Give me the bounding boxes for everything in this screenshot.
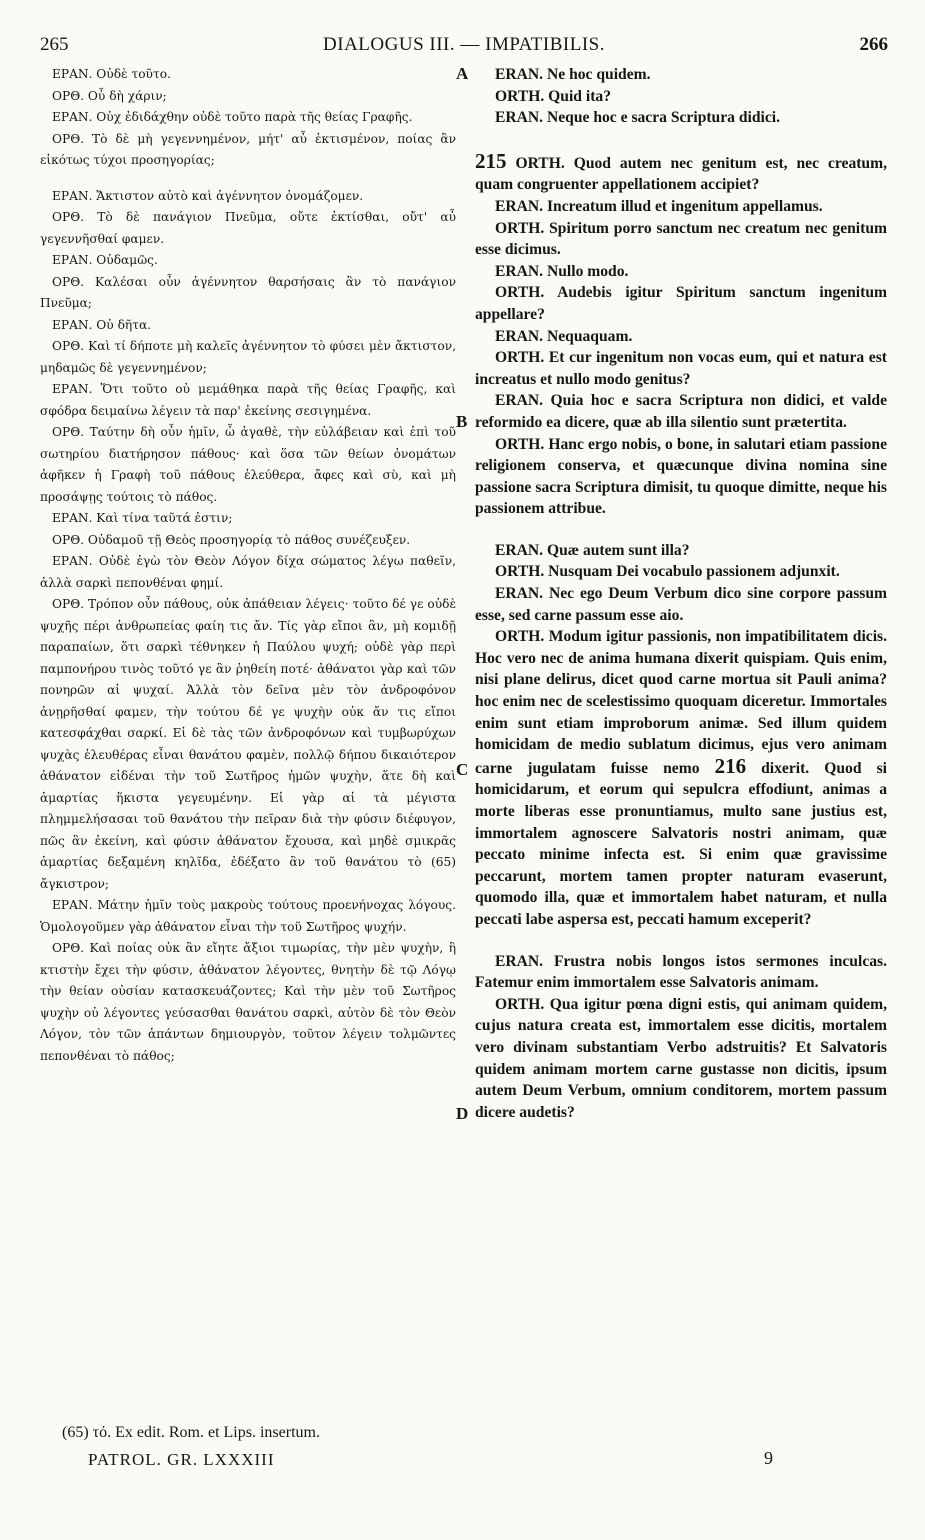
latin-paragraph: ERAN. Nec ego Deum Verbum dico sine corpore passum esse, sed carne passum esse aio. [475, 585, 887, 624]
greek-paragraph: ΕΡΑΝ. Ὅτι τοῦτο οὐ μεμάθηκα παρὰ τῆς θείας Γραφῆς, καὶ σφόδρα δειμαίνω λέγειν τὰ παρ' ἐκείνης σεσιγημένα. [40, 382, 456, 418]
latin-paragraph: ORTH. Nusquam Dei vocabulo passionem adjunxit. [495, 563, 840, 581]
latin-paragraph: ERAN. Nullo modo. [495, 262, 629, 280]
latin-paragraph: 215 ORTH. Quod autem nec genitum est, nec creatum, quam congruenter appellationem accipiet? [475, 148, 887, 194]
latin-paragraph: ERAN. Quæ autem sunt illa? [495, 541, 690, 559]
latin-paragraph: ORTH. Quid ita? [495, 87, 611, 105]
latin-column [475, 64, 887, 1123]
greek-paragraph: ΟΡΘ. Ταύτην δὴ οὖν ἡμῖν, ὦ ἀγαθὲ, τὴν εὐλάβειαν καὶ ἐπὶ τοῦ σωτηρίου διατήρησον πάθους· καὶ ὅσα τῶν θείων ὀνομάτων ἀφῆκεν ἡ Γραφὴ τοῦ πάθους ἐλεύθερα, ἄφες καὶ σὺ, καὶ μὴ προσάψῃς τούτοις τὸ πάθος. [40, 425, 456, 504]
latin-paragraph: ERAN. Neque hoc e sacra Scriptura didici. [495, 109, 781, 127]
greek-paragraph: ΕΡΑΝ. Οὐδαμῶς. [52, 253, 158, 267]
column-number-215: 215 [475, 148, 507, 173]
footer-sheet-number: 9 [764, 1448, 773, 1468]
greek-paragraph: ΟΡΘ. Τὸ δὲ πανάγιον Πνεῦμα, οὔτε ἐκτίσθαι, οὔτ' αὖ γεγεννῆσθαί φαμεν. [40, 210, 456, 246]
greek-paragraph: ΟΡΘ. Οὐδαμοῦ τῇ Θεὸς προσηγορίᾳ τὸ πάθος συνέζευξεν. [52, 532, 411, 547]
latin-paragraph: ERAN. Quia hoc e sacra Scriptura non didici, et valde reformido ea dicere, quæ ab illa silentio sunt prætertita. [475, 392, 887, 431]
latin-paragraph: ORTH. Modum igitur passionis, non impatibilitatem dicis. Hoc vero nec de anima humana dixerit quispiam. Quis enim, nisi plane delirus, dicet quod carne mortua sit Pauli anima? hoc enim nec de scelestissimo quoquam diceretur. Immortales enim sunt etiam improborum animæ. Sed illum quidem homicidam de medio sublatum dicimus, ejus vero animam carne jugulatam fuisse nemo 216 dixerit. Quod si homicidarum, et eorum qui sepulcra effodiunt, animas a morte liberas esse pronuntiamus, multo sane justius est, immortalem agnoscere Salvatoris nostri animam, quæ peccato minime infecta est. Si enim quæ gravissime peccarunt, mortem tamen propter naturam evaserunt, quomodo illa, quæ et immortalem habet naturam, et nulla peccati labe aspersa est, peccati hamum exceperit? [475, 628, 887, 928]
footnote: (65) τό. Ex edit. Rom. et Lips. insertum. [62, 1424, 320, 1441]
greek-paragraph: ΕΡΑΝ. Καὶ τίνα ταῦτά ἐστιν; [52, 511, 233, 525]
column-number-216: 216 [714, 753, 747, 778]
greek-paragraph: ΟΡΘ. Καὶ τί δήποτε μὴ καλεῖς ἀγέννητον τὸ φύσει μὲν ἄκτιστον, μηδαμῶς δὲ γεγεννημένον; [40, 339, 456, 375]
greek-paragraph: ΟΡΘ. Καὶ ποίας οὐκ ἂν εἴητε ἄξιοι τιμωρίας, τὴν μὲν ψυχὴν, ἣ κτιστὴν ἔχει τὴν φύσιν, ἀθάνατον λέγοντες, θνητὴν δὲ τῷ Λόγῳ τὴν θείαν οὐσίαν κατασκευάζοντες; Καὶ τὴν μὲν τοῦ Σωτῆρος ψυχὴν οὐ λέγοντες γεύσασθαι θανάτου σαρκὶ, αὐτὸν δὲ τὸν Θεὸν Λόγον, τὸν τῶν ἁπάντων δημιουργὸν, τοῦτον λέγειν τολμῶντες πεπονθέναι τὸ πάθος; [40, 941, 456, 1063]
latin-paragraph: ORTH. Spiritum porro sanctum nec creatum nec genitum esse dicimus. [475, 219, 887, 259]
greek-paragraph: ΟΡΘ. Καλέσαι οὖν ἀγέννητον θαρσήσαις ἂν τὸ πανάγιον Πνεῦμα; [40, 274, 456, 310]
greek-paragraph: ΕΡΑΝ. Μάτην ἡμῖν τοὺς μακροὺς τούτους προενήνοχας λόγους. Ὁμολογοῦμεν γὰρ ἀθάνατον εἶναι τὴν τοῦ Σωτῆρος ψυχήν. [40, 898, 456, 934]
greek-paragraph: ΕΡΑΝ. Οὐχ ἐδιδάχθην οὐδὲ τοῦτο παρὰ τῆς θείας Γραφῆς. [52, 110, 413, 124]
margin-letter-d: D [456, 1104, 469, 1123]
latin-paragraph: ERAN. Nequaquam. [495, 327, 633, 345]
page-number-left: 265 [40, 34, 69, 55]
greek-column [40, 64, 456, 1067]
page-number-right: 266 [859, 34, 888, 55]
greek-paragraph: ΟΡΘ. Τρόπον οὖν πάθους, οὐκ ἀπάθειαν λέγεις· τοῦτο δέ γε οὐδὲ ψυχῆς πέρι ἀνθρωπείας φαίη τις ἄν. Τίς γὰρ εἴποι ἂν, μὴ κομιδῇ παραπαίων, ὅτι σαρκὶ τέθνηκεν ἡ Παύλου ψυχή; οὐδὲ γὰρ περὶ παμπονήρου τινὸς τοῦτό γε ἂν ῥηθείη ποτέ· ἀθάνατοι γὰρ καὶ τῶν πονηρῶν αἱ ψυχαί. Ἀλλὰ τὸν δεῖνα μὲν τὸν ἀνδροφόνον ἀνῃρῆσθαί φαμεν, τὴν τούτου δέ γε ψυχὴν οὐκ ἄν τις εἴποι κατεσφάχθαι σαρκί. Εἰ δὲ τὰς τῶν ἀνδροφόνων καὶ τυμβωρύχων ψυχὰς ἐλευθέρας εἶναι θανάτου φαμὲν, πολλῷ δήπου δικαιότερον ἀθάνατον εἰδέναι τὴν τοῦ Σωτῆρος ἡμῶν ψυχὴν, ἅτε δὴ καὶ ἁμαρτίας ἥκιστα γεγευμένην. Εἰ γὰρ αἱ τὰ μέγιστα πλημμελήσασαι τοῦ θανάτου τὴν πεῖραν διὰ τὴν φύσιν διέφυγον, πῶς ἂν ἐκείνη, καὶ φύσιν ἀθάνατον ἔχουσα, καὶ μηδὲ σμικρᾶς ἁμαρτίας δεξαμένη κηλῖδα, ἐδέξατο ἂν τοῦ θανάτου τὸ (65) ἄγκιστρον; [40, 597, 456, 891]
greek-paragraph: ΟΡΘ. Οὗ δὴ χάριν; [52, 88, 167, 103]
greek-paragraph: ΕΡΑΝ. Οὐ δῆτα. [52, 317, 152, 332]
latin-paragraph: ERAN. Frustra nobis longos istos sermones inculcas. Fatemur enim immortalem esse Salvatoris animam. [475, 952, 887, 992]
greek-paragraph: ΕΡΑΝ. Οὐδὲ ἐγὼ τὸν Θεὸν Λόγον δίχα σώματος λέγω παθεῖν, ἀλλὰ σαρκὶ πεπονθέναι φημί. [40, 554, 456, 590]
latin-paragraph: ERAN. Increatum illud et ingenitum appellamus. [495, 197, 823, 215]
latin-paragraph: ERAN. Ne hoc quidem. [495, 66, 651, 83]
margin-letter-a: A [456, 64, 469, 83]
greek-paragraph: ΕΡΑΝ. Οὐδὲ τοῦτο. [52, 67, 171, 81]
latin-paragraph: ORTH. Qua igitur pœna digni estis, qui animam quidem, cujus natura creata est, immortalem esse dicitis, mortalem vero divinam substantiam Verbo adstruitis? Et Salvatoris quidem animam mortem carne gustasse non dicitis, ipsum autem Deum Verbum, omnium conditorem, mortem passum dicere audetis? [475, 995, 887, 1121]
latin-paragraph: ORTH. Et cur ingenitum non vocas eum, qui et natura est increatus et nullo modo genitus? [475, 349, 887, 388]
latin-paragraph: ORTH. Audebis igitur Spiritum sanctum ingenitum appellare? [475, 284, 887, 323]
running-header [40, 34, 888, 60]
latin-paragraph: ORTH. Hanc ergo nobis, o bone, in salutari etiam passione religionem conserva, et quæcunque divina nomina sine passione sacra Scriptura dimisit, tu quoque dimitte, neque his passionem attribue. [475, 435, 887, 518]
margin-letter-b: B [456, 412, 468, 431]
greek-paragraph: ΟΡΘ. Τὸ δὲ μὴ γεγεννημένον, μήτ' αὖ ἐκτισμένον, ποίας ἂν εἰκότως τύχοι προσηγορίας; [40, 131, 456, 167]
running-title: DIALOGUS III. — IMPATIBILIS. [323, 34, 605, 55]
margin-letter-c: C [456, 760, 469, 779]
footer-signature: PATROL. GR. LXXXIII [88, 1450, 275, 1469]
greek-paragraph: ΕΡΑΝ. Ἄκτιστον αὐτὸ καὶ ἀγέννητον ὀνομάζομεν. [52, 188, 364, 203]
